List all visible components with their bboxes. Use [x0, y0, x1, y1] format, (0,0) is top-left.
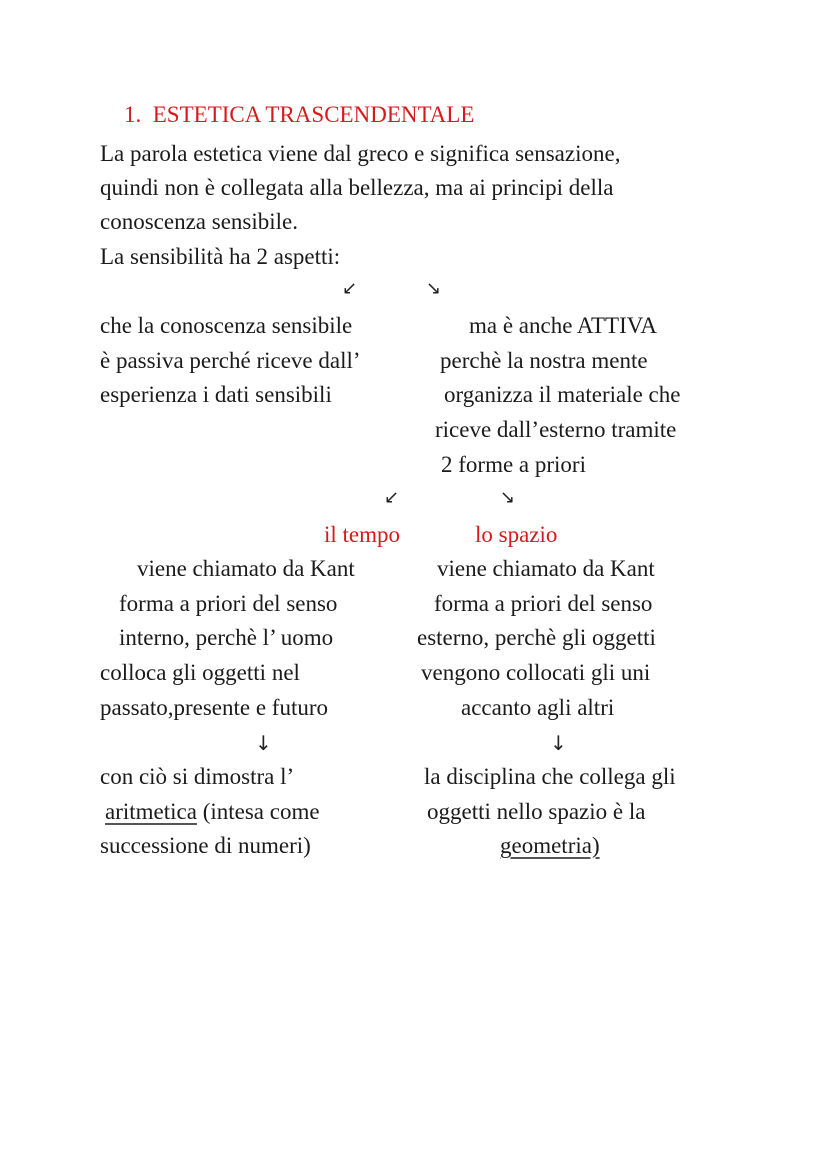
intro-line-1: La parola estetica viene dal greco e significa sensazione, — [100, 141, 621, 166]
space-conclusion-line-3 — [500, 829, 600, 863]
active-aspect-line-5: 2 forme a priori — [441, 452, 586, 477]
section-heading — [124, 98, 474, 132]
time-conclusion-line-2 — [105, 795, 320, 829]
space-desc-line-1: viene chiamato da Kant — [437, 556, 655, 581]
space-desc-line-5: accanto agli altri — [461, 695, 615, 720]
space-desc-line-2: forma a priori del senso — [434, 591, 653, 616]
active-aspect-line-1: ma è anche ATTIVA — [469, 313, 657, 338]
aritmetica-term: aritmetica — [105, 799, 197, 824]
time-conclusion-line-1: con ciò si dimostra l’ — [100, 764, 295, 789]
active-aspect-line-3: organizza il materiale che — [444, 382, 681, 407]
form-title-time: il tempo — [324, 522, 401, 547]
space-desc-line-4: vengono collocati gli uni — [421, 660, 651, 685]
section-number: 1. — [124, 102, 142, 127]
section-title: ESTETICA TRASCENDENTALE — [152, 102, 475, 127]
time-desc-line-5: passato,presente e futuro — [100, 695, 329, 720]
intro-line-2: quindi non è collegata alla bellezza, ma ai principi della — [100, 175, 614, 200]
active-aspect-line-2: perchè la nostra mente — [440, 348, 648, 373]
arrow-down-right-icon-2: ↘ — [500, 487, 516, 508]
intro-line-4: La sensibilità ha 2 aspetti: — [100, 244, 341, 269]
arrow-down-left-icon-2: ↙ — [384, 487, 400, 508]
arrow-down-icon-space: ↓ — [550, 731, 567, 755]
arrow-down-left-icon: ↙ — [342, 278, 358, 299]
intro-line-3: conoscenza sensibile. — [100, 209, 298, 234]
time-conclusion-line-2-rest: (intesa come — [196, 799, 320, 824]
space-conclusion-line-1: la disciplina che collega gli — [424, 764, 676, 789]
arrow-down-right-icon: ↘ — [426, 278, 442, 299]
time-desc-line-3: interno, perchè l’ uomo — [119, 625, 334, 650]
active-aspect-line-4: riceve dall’esterno tramite — [435, 417, 677, 442]
passive-aspect-line-2: è passiva perché riceve dall’ — [100, 348, 361, 373]
time-desc-line-4: colloca gli oggetti nel — [100, 660, 300, 685]
passive-aspect-line-1: che la conoscenza sensibile — [100, 313, 353, 338]
passive-aspect-line-3: esperienza i dati sensibili — [100, 382, 332, 407]
form-title-space: lo spazio — [475, 522, 558, 547]
geometria-term: geometria) — [500, 833, 600, 858]
arrow-down-icon-time: ↓ — [255, 731, 272, 755]
time-conclusion-line-3: successione di numeri) — [100, 833, 311, 858]
space-desc-line-3: esterno, perchè gli oggetti — [417, 625, 656, 650]
space-conclusion-line-2: oggetti nello spazio è la — [427, 799, 646, 824]
time-desc-line-2: forma a priori del senso — [119, 591, 338, 616]
time-desc-line-1: viene chiamato da Kant — [137, 556, 355, 581]
